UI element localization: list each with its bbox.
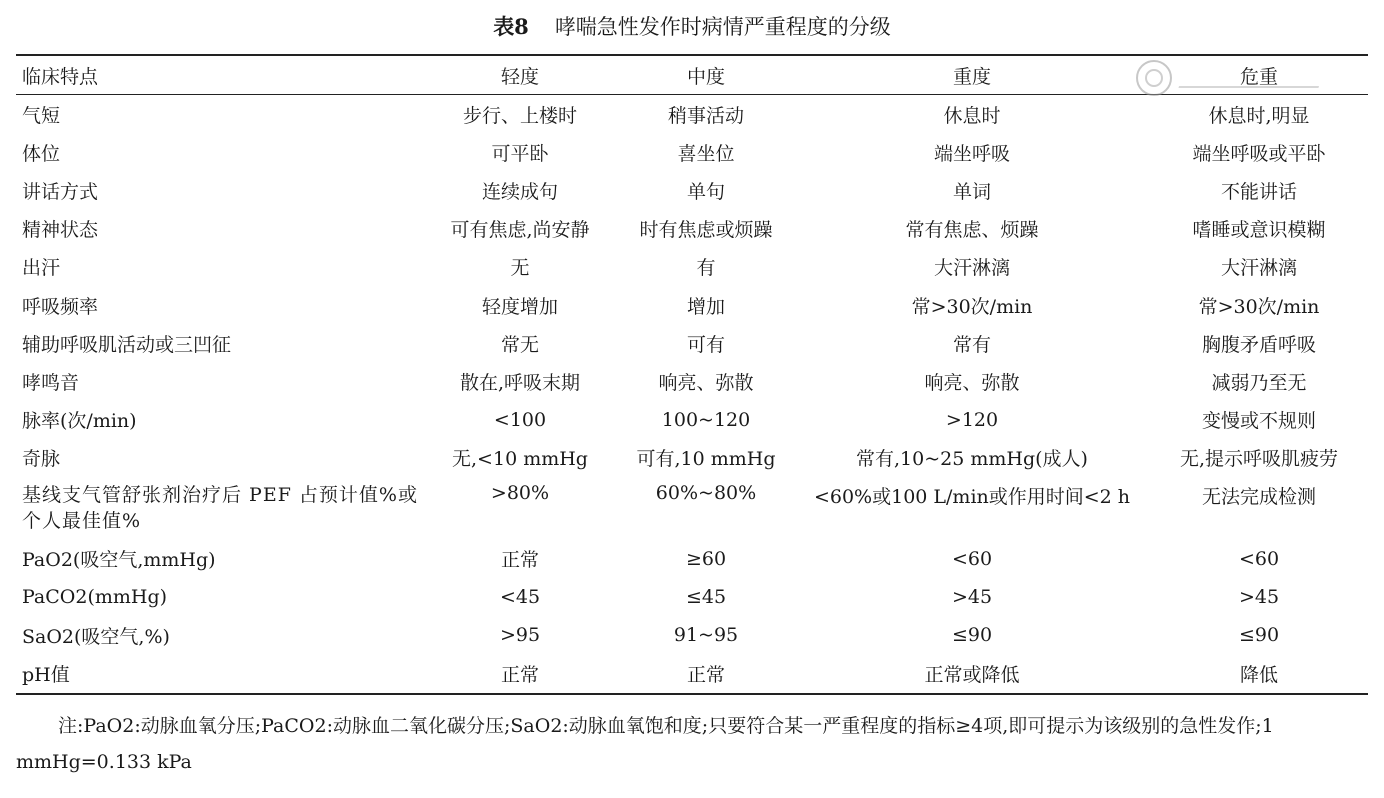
cell-mild: 正常 — [500, 549, 539, 572]
cell-moderate: 响亮、弥散 — [658, 371, 754, 394]
table-row — [16, 362, 1368, 400]
cell-critical: 胸腹矛盾呼吸 — [1201, 333, 1316, 356]
cell-severe: ≤90 — [951, 624, 993, 647]
cell-critical: 大汗淋漓 — [1220, 257, 1297, 280]
cell-mild: 轻度增加 — [481, 295, 558, 318]
header-mild: 轻度 — [422, 55, 618, 95]
cell-mild: 常无 — [500, 333, 539, 356]
cell-critical: 降低 — [1150, 654, 1368, 693]
cell-mild: 可有焦虑,尚安静 — [450, 219, 590, 242]
cell-moderate: 100~120 — [661, 408, 751, 431]
row-label — [16, 477, 422, 540]
cell-severe: <60 — [951, 547, 993, 570]
row-label: 奇脉 — [22, 448, 61, 471]
row-label: 辅助呼吸肌活动或三凹征 — [22, 333, 232, 356]
cell-moderate: 单句 — [686, 180, 725, 203]
row-label: 讲话方式 — [22, 180, 99, 203]
row-label: 脉率(次/min) — [22, 410, 137, 433]
cell-severe: >120 — [945, 408, 999, 431]
table-row — [16, 654, 1368, 693]
severity-table — [16, 54, 1368, 695]
table-row — [16, 133, 1368, 171]
cell-moderate: 60%~80% — [655, 481, 757, 504]
cell-mild: <100 — [493, 408, 547, 431]
table-row — [16, 210, 1368, 248]
cell-mild: 可平卧 — [491, 142, 549, 165]
cell-critical: 端坐呼吸或平卧 — [1192, 142, 1326, 165]
cell-critical: 减弱乃至无 — [1211, 371, 1307, 394]
cell-moderate: 稍事活动 — [667, 104, 744, 127]
cell-moderate: ≤45 — [685, 586, 727, 609]
row-label: 哮鸣音 — [22, 371, 80, 394]
row-label-text: 基线支气管舒张剂治疗后 PEF 占预计值%或个人最佳值% — [22, 483, 418, 532]
cell-severe: 常有焦虑、烦躁 — [905, 219, 1039, 242]
cell-critical: 常>30次/min — [1198, 295, 1320, 318]
cell-mild: 正常 — [422, 654, 618, 693]
row-label: 出汗 — [22, 257, 61, 280]
table-footnote: 注:PaO2:动脉血氧分压;PaCO2:动脉血二氧化碳分压;SaO2:动脉血氧饱和度;只要符合某一严重程度的指标≥4项,即可提示为该级别的急性发作;1 mmHg=0.133 kPa — [16, 715, 1274, 773]
row-label: 呼吸频率 — [22, 295, 99, 318]
header-moderate: 中度 — [618, 55, 794, 95]
cell-mild: >95 — [499, 624, 541, 647]
cell-moderate: 91~95 — [673, 624, 739, 647]
cell-moderate: 喜坐位 — [677, 142, 735, 165]
table-row — [16, 324, 1368, 362]
table-row — [16, 439, 1368, 477]
table-row — [16, 540, 1368, 578]
cell-severe: 常有 — [952, 333, 991, 356]
table-row — [16, 401, 1368, 439]
cell-critical: ≤90 — [1238, 624, 1280, 647]
cell-mild: 无,<10 mmHg — [452, 448, 588, 471]
cell-moderate: 有 — [696, 257, 716, 280]
cell-mild: 无 — [510, 257, 530, 280]
cell-critical: 嗜睡或意识模糊 — [1192, 219, 1326, 242]
cell-mild: 步行、上楼时 — [462, 104, 577, 127]
header-row — [16, 55, 1368, 95]
cell-severe: 正常或降低 — [794, 654, 1150, 693]
cell-severe: 响亮、弥散 — [924, 371, 1020, 394]
table-number: 表8 — [493, 14, 529, 39]
row-label: SaO2(吸空气,%) — [22, 625, 170, 648]
cell-moderate: ≥60 — [685, 547, 727, 570]
header-severe: 重度 — [794, 55, 1150, 95]
cell-severe: 常>30次/min — [911, 295, 1033, 318]
cell-critical: 无法完成检测 — [1201, 485, 1316, 508]
cell-mild: <45 — [499, 586, 541, 609]
cell-critical: <60 — [1238, 547, 1280, 570]
cell-moderate: 时有焦虑或烦躁 — [639, 219, 773, 242]
row-label: PaO2(吸空气,mmHg) — [22, 549, 216, 572]
table-row — [16, 616, 1368, 654]
cell-moderate: 正常 — [618, 654, 794, 693]
cell-critical: 休息时,明显 — [1208, 104, 1310, 127]
table-caption: 哮喘急性发作时病情严重程度的分级 — [554, 15, 891, 39]
header-critical: 危重 — [1150, 55, 1368, 95]
table-title — [0, 12, 1384, 42]
cell-critical: 无,提示呼吸肌疲劳 — [1179, 448, 1339, 471]
row-label: PaCO2(mmHg) — [22, 586, 168, 609]
cell-moderate: 可有 — [686, 333, 725, 356]
row-label: 气短 — [22, 104, 61, 127]
row-label: 体位 — [22, 142, 61, 165]
cell-moderate: 增加 — [686, 295, 725, 318]
cell-severe: 常有,10~25 mmHg(成人) — [856, 448, 1088, 471]
row-label: 精神状态 — [22, 219, 99, 242]
cell-severe: 单词 — [952, 180, 991, 203]
cell-severe: <60%或100 L/min或作用时间<2 h — [813, 485, 1131, 508]
cell-critical: >45 — [1238, 586, 1280, 609]
table-row — [16, 477, 1368, 540]
cell-critical: 不能讲话 — [1220, 180, 1297, 203]
cell-mild: 散在,呼吸末期 — [459, 371, 581, 394]
table-row — [16, 248, 1368, 286]
table-row — [16, 171, 1368, 209]
cell-severe: 大汗淋漓 — [933, 257, 1010, 280]
cell-mild: >80% — [490, 481, 550, 504]
table-row — [16, 286, 1368, 324]
cell-severe: 休息时 — [943, 104, 1001, 127]
cell-critical: 变慢或不规则 — [1201, 410, 1316, 433]
cell-severe: 端坐呼吸 — [933, 142, 1010, 165]
cell-mild: 连续成句 — [481, 180, 558, 203]
cell-moderate: 可有,10 mmHg — [636, 448, 776, 471]
header-feature: 临床特点 — [16, 55, 422, 95]
table-row — [16, 95, 1368, 134]
table-row — [16, 578, 1368, 616]
row-label: pH值 — [16, 654, 422, 693]
cell-severe: >45 — [951, 586, 993, 609]
